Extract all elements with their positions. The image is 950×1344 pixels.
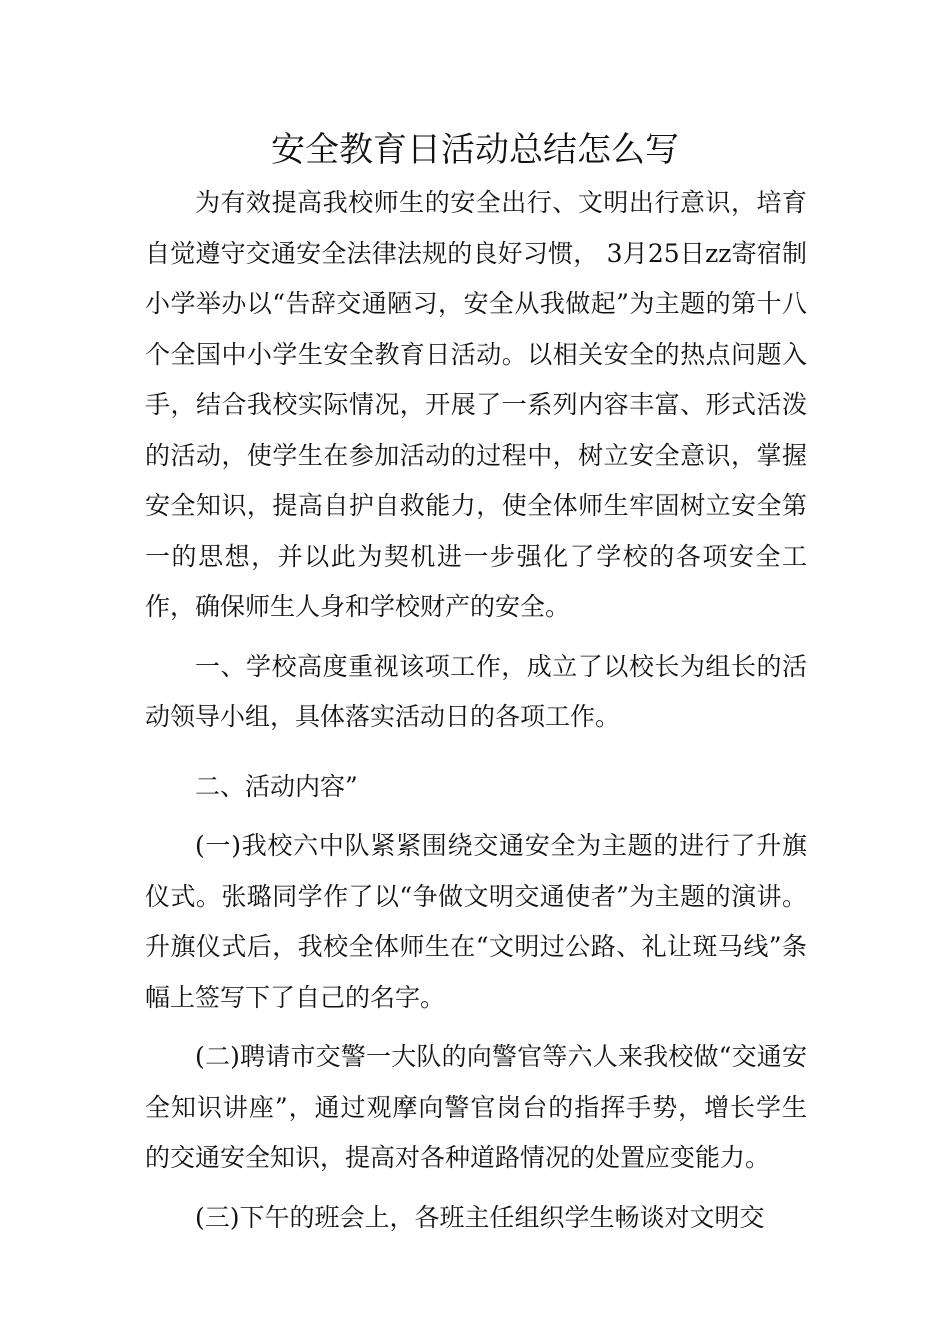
paragraph-item-two: (二)聘请市交警一大队的向警官等六人来我校做“交通安全知识讲座”，通过观摩向警官岗台的指挥手势，增长学生的交通安全知识，提高对各种道路情况的处置应变能力。 — [145, 1042, 807, 1172]
document-body — [145, 178, 807, 1243]
paragraph-item-one: (一)我校六中队紧紧围绕交通安全为主题的进行了升旗仪式。张璐同学作了以“争做文明交通使者”为主题的演讲。升旗仪式后，我校全体师生在“文明过公路、礼让斑马线”条幅上签写下了自己的名字。 — [145, 831, 807, 1012]
paragraph-section-two-heading: 二、活动内容” — [195, 771, 358, 801]
document-title: 安全教育日活动总结怎么写 — [271, 130, 679, 170]
paragraph-section-one: 一、学校高度重视该项工作，成立了以校长为组长的活动领导小组，具体落实活动日的各项工作。 — [145, 651, 807, 731]
paragraph-item-three: (三)下午的班会上，各班主任组织学生畅谈对文明交 — [195, 1202, 765, 1232]
paragraph-intro: 为有效提高我校师生的安全出行、文明出行意识，培育自觉遵守交通安全法律法规的良好习惯， 3月25日zz寄宿制小学举办以“告辞交通陋习，安全从我做起”为主题的第十八个全国中小学生安全教育日活动。以相关安全的热点问题入手，结合我校实际情况，开展了一系列内容丰富、形式活泼的活动，使学生在参加活动的过程中，树立安全意识，掌握安全知识，提高自护自救能力，使全体师生牢固树立安全第一的思想，并以此为契机进一步强化了学校的各项安全工作，确保师生人身和学校财产的安全。 — [145, 188, 807, 621]
